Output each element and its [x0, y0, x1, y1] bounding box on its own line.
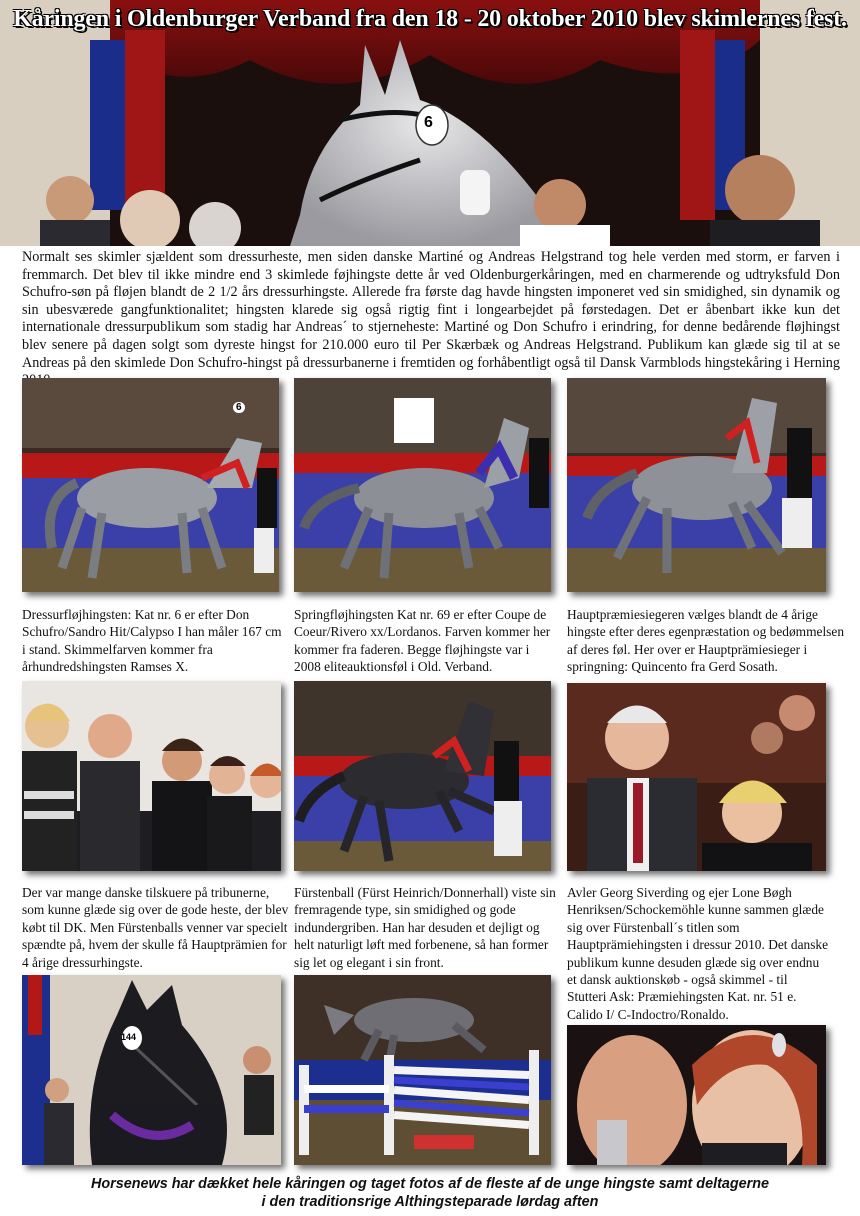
intro-paragraph: Normalt ses skimler sjældent som dressurheste, men siden danske Martiné og Andreas Helgstrand tog hele verden med storm, er farven i fremmarch. Det blev til ikke mindre end 3 skimlede føjhingste dette år ved Oldenburgerkåringen, med en charmerende og udtryksfuld Don Schufro-søn på fløjen blandt de 2 1/2 års dressurhingste. Allerede fra første dag havde hingsten imponeret ved sin smidighed, sin dynamik og sin ubesværede gangfunktionalitet; hingsten klarede sig også rigtig fint i longearbejdet på førstedagen. Det er åbenbart ikke kun det internationale dressurpublikum som stadig har Andreas´ to stjerneheste: Martiné og Don Schufro i erindring, for denne bedårende fløjhingst blev senere på dagen solgt som dyreste hingst for 210.000 euro til Per Skærbæk og Andreas Helgstrand. Publikum kan glæde sig til at se Andreas på den skimlede Don Schufro-hingst på dressurbanerne i fremtiden og forhåbentligt også til Dansk Varmblods hingstekåring i Herning — [22, 249, 840, 371]
caption-fuerstenball: Fürstenball (Fürst Heinrich/Donnerhall) viste sin fremragende type, sin smidighed og gode indundergriben. Han har desuden et dejligt og helt naturligt løft med forbenene, så han former sig let og elegant i sin front. — [294, 885, 556, 970]
caption-dressage-stallion: Dressurfløjhingsten: Kat nr. 6 er efter Don Schufro/Sandro Hit/Calypso I han måler 167 cm i stand. Skimmelfarven kommer fra århundredshingsten Ramses X. — [22, 607, 282, 675]
hero-number-tag: 6 — [424, 114, 433, 131]
photo-hauptpraemie-jumping — [567, 378, 826, 592]
foal-number-tag: 144 — [121, 1032, 137, 1042]
photo-dark-stallion-head — [22, 975, 281, 1165]
photo-two-spectators — [567, 1025, 826, 1165]
dressage-number-tag: 6 — [233, 402, 245, 413]
caption-hauptpraemie-jumping: Hauptpræmiesiegeren vælges blandt de 4 årige hingste efter deres egenpræstation og bedømmelsen af deres føl. Her over er Hauptprämiesieger i springning: Quincento fra Gerd Sosath. — [567, 607, 845, 675]
caption-jumping-stallion: Springfløjhingsten Kat nr. 69 er efter Coupe de Coeur/Rivero xx/Lordanos. Farven kommer her kommer fra faderen. Begge fløjhingste var i 2008 eliteauktionsføl i Old. Verband. — [294, 607, 551, 675]
photo-show-jumping — [294, 975, 551, 1165]
footer-note — [0, 1175, 860, 1211]
headline: Kåringen i Oldenburger Verband fra den 18 - 20 oktober 2010 blev skimlernes fest. — [13, 6, 847, 32]
photo-breeder-and-owner — [567, 683, 826, 871]
footer-line-2: i den traditionsrige Althingsteparade lørdag aften — [261, 1194, 599, 1210]
caption-breeder-and-owner: Avler Georg Siverding og ejer Lone Bøgh Henriksen/Schockemöhle kunne sammen glæde sig over Fürstenball´s titlen som Hauptprämiehingsten i dressur 2010. Det danske publikum kunne desuden glæde sig over endnu et dansk auktionskøb - også skimmel - til Stutteri Ask: Præmiehingsten Kat. nr. 51 e. Calido I/ C-Indoctro/Ronaldo. — [567, 885, 829, 1022]
photo-fuerstenball — [294, 681, 551, 871]
footer-line-1: Horsenews har dækket hele kåringen og taget fotos af de fleste af de unge hingste samt deltagerne — [90, 1176, 770, 1192]
photo-jumping-stallion — [294, 378, 551, 592]
hero-photo — [0, 0, 860, 246]
caption-danish-spectators: Der var mange danske tilskuere på tribunerne, som kunne glæde sig over de gode heste, der blev købt til DK. Men Fürstenballs venner var specielt spændte på, hvem der skulle få Hauptprämien for 4 årige dressurhingste. — [22, 885, 289, 970]
photo-danish-spectators — [22, 681, 281, 871]
